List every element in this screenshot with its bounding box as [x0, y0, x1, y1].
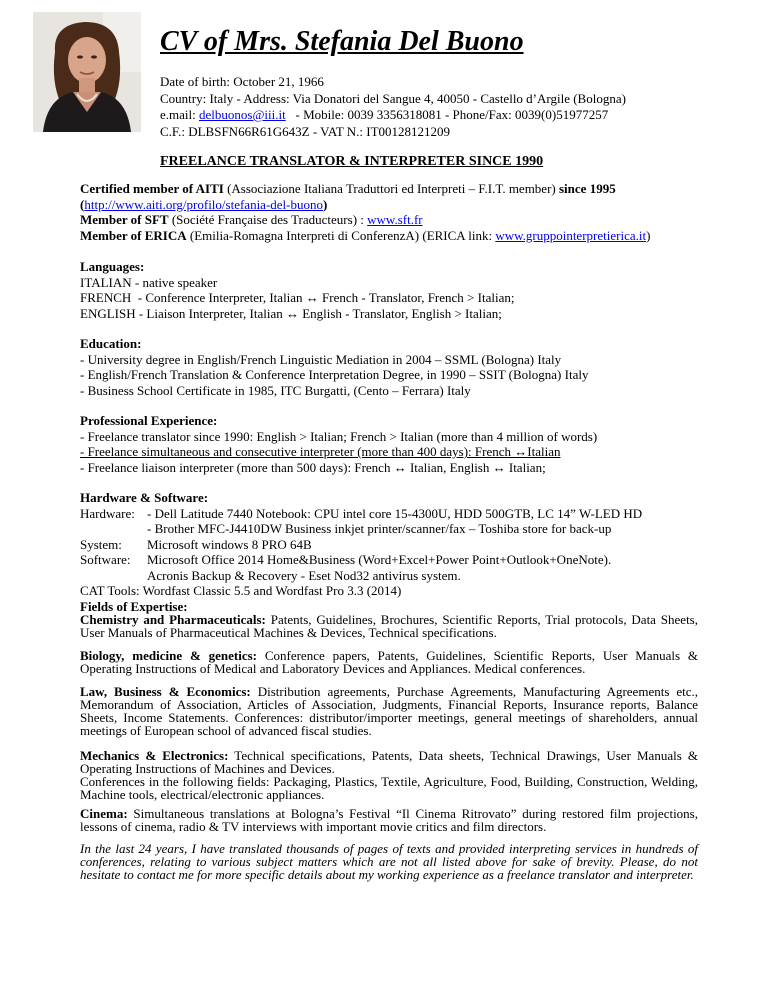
cat-tools: CAT Tools: Wordfast Classic 5.5 and Wordfast Pro 3.3 (2014) [80, 583, 402, 598]
tax-codes: C.F.: DLBSFN66R61G643Z - VAT N.: IT00128121209 [160, 123, 451, 139]
system-label: System: [80, 536, 122, 552]
hardware-table [80, 506, 698, 584]
hardware-label: Hardware: [80, 505, 135, 521]
education-item: - Business School Certificate in 1985, ITC Burgatti, (Cento – Ferrara) Italy [80, 382, 471, 398]
fields-section [80, 600, 698, 639]
experience-heading: Professional Experience: [80, 413, 218, 428]
mechanics-conferences: Conferences in the following fields: Packaging, Plastics, Textile, Agriculture, Food, Building, Construction, Welding, Machine tools, electrical/electronic appliances. [80, 774, 698, 802]
language-item: ENGLISH - Liaison Interpreter, Italian ↔ English - Translator, English > Italian; [80, 305, 502, 321]
education-section [80, 336, 698, 398]
erica-membership: Member of ERICA (Emilia-Romagna Interpreti di ConferenzA) (ERICA link: www.gruppointerpretierica.it) [80, 227, 651, 243]
languages-section [80, 259, 698, 321]
experience-item: - Freelance liaison interpreter (more than 500 days): French ↔ Italian, English ↔ Italian; [80, 459, 546, 475]
sft-link[interactable]: www.sft.fr [367, 212, 423, 227]
field-cinema: Cinema: Simultaneous translations at Bologna’s Festival “Il Cinema Ritrovato” during restored film projections, lessons of cinema, radio & TV interviews with important movie critics and film directors. [80, 806, 698, 834]
experience-item: - Freelance translator since 1990: English > Italian; French > Italian (more than 4 million of words) [80, 428, 598, 444]
closing-statement: In the last 24 years, I have translated thousands of pages of texts and provided interpreting services in hundreds of conferences, relating to various subject matters which are not all listed above for sake of brevity. Please, do not hesitate to contact me for more specific details about my working experience as a freelance translator and interpreter. [80, 841, 698, 882]
phone-numbers: - Mobile: 0039 3356318081 - Phone/Fax: 0039(0)51977257 [285, 107, 609, 122]
hardware-item: - Brother MFC-J4410DW Business inkjet printer/scanner/fax – Toshiba store for back-up [147, 521, 612, 536]
hardware-heading: Hardware & Software: [80, 490, 209, 505]
system-item: Microsoft windows 8 PRO 64B [147, 536, 312, 552]
aiti-link[interactable]: http://www.aiti.org/profilo/stefania-del-buono [84, 196, 323, 212]
field-chemistry: Chemistry and Pharmaceuticals: Patents, Guidelines, Brochures, Scientific Reports, Trial protocols, Data Sheets, User Manuals of Pharmaceutical Machines & Devices, Technical specifications. [80, 612, 698, 640]
email-link[interactable]: delbuonos@iii.it [199, 107, 286, 122]
fields-heading: Fields of Expertise: [80, 599, 188, 614]
aiti-link-line: (http://www.aiti.org/profilo/stefania-del-buono) [80, 196, 328, 212]
date-of-birth: Date of birth: October 21, 1966 [160, 74, 324, 89]
field-law: Law, Business & Economics: Distribution agreements, Purchase Agreements, Manufacturing Agreements etc., Memorandum of Association, Articles of Association, Judgments, Financial Reports, Insurance reports, Balance Sheets, Income Statements. Conferences: distributor/importer meetings, general meetings of shareholders, annual meetings of European school of advanced fiscal studies. [80, 684, 698, 738]
hardware-section [80, 490, 698, 599]
education-item: - English/French Translation & Conference Interpretation Degree, in 1990 – SSIT (Bologna) Italy [80, 367, 589, 382]
education-heading: Education: [80, 336, 142, 351]
sft-membership: Member of SFT (Société Française des Traducteurs) : www.sft.fr [80, 212, 423, 227]
freelance-heading: FREELANCE TRANSLATOR & INTERPRETER SINCE 1990 [160, 154, 544, 169]
languages-heading: Languages: [80, 259, 145, 274]
language-item: ITALIAN - native speaker [80, 274, 218, 290]
language-item: FRENCH - Conference Interpreter, Italian ↔ French - Translator, French > Italian; [80, 290, 515, 305]
contact-block [160, 74, 626, 140]
profile-photo [33, 12, 141, 132]
field-mechanics: Mechanics & Electronics: Technical specifications, Patents, Data sheets, Technical Drawings, User Manuals & Operating Instructions of Machines and Devices. Conferences in the following fields: Packaging, Plastics, Textile, Agriculture, Food, Building, Construction, Welding, Machine tools, electrical/electronic appliances. [80, 748, 698, 802]
erica-link[interactable]: www.gruppointerpretierica.it [495, 227, 647, 243]
page-title: CV of Mrs. Stefania Del Buono [160, 26, 524, 57]
software-item: Acronis Backup & Recovery - Eset Nod32 antivirus system. [147, 567, 461, 583]
email-line: e.mail: delbuonos@iii.it - Mobile: 0039 3356318081 - Phone/Fax: 0039(0)51977257 [160, 107, 609, 122]
portrait-image [33, 12, 141, 132]
education-item: - University degree in English/French Linguistic Mediation in 2004 – SSML (Bologna) Italy [80, 351, 562, 367]
experience-section [80, 413, 698, 475]
memberships-section [80, 181, 698, 243]
experience-item: - Freelance simultaneous and consecutive interpreter (more than 400 days): French ↔Italian [80, 444, 561, 459]
software-item: Microsoft Office 2014 Home&Business (Word+Excel+Power Point+Outlook+OneNote). [147, 552, 612, 567]
software-label: Software: [80, 552, 131, 567]
address: Country: Italy - Address: Via Donatori del Sangue 4, 40050 - Castello d’Argile (Bologna) [160, 90, 626, 106]
hardware-item: - Dell Latitude 7440 Notebook: CPU intel core 15-4300U, HDD 500GTB, LC 14” W-LED HD [147, 505, 643, 521]
field-biology: Biology, medicine & genetics: Conference papers, Patents, Guidelines, Scientific Reports, User Manuals & Operating Instructions of Medical and Laboratory Devices and Appliances. Medical conferences. [80, 648, 698, 676]
aiti-membership: Certified member of AITI (Associazione Italiana Traduttori ed Interpreti – F.I.T. member) since 1995 [80, 181, 616, 196]
